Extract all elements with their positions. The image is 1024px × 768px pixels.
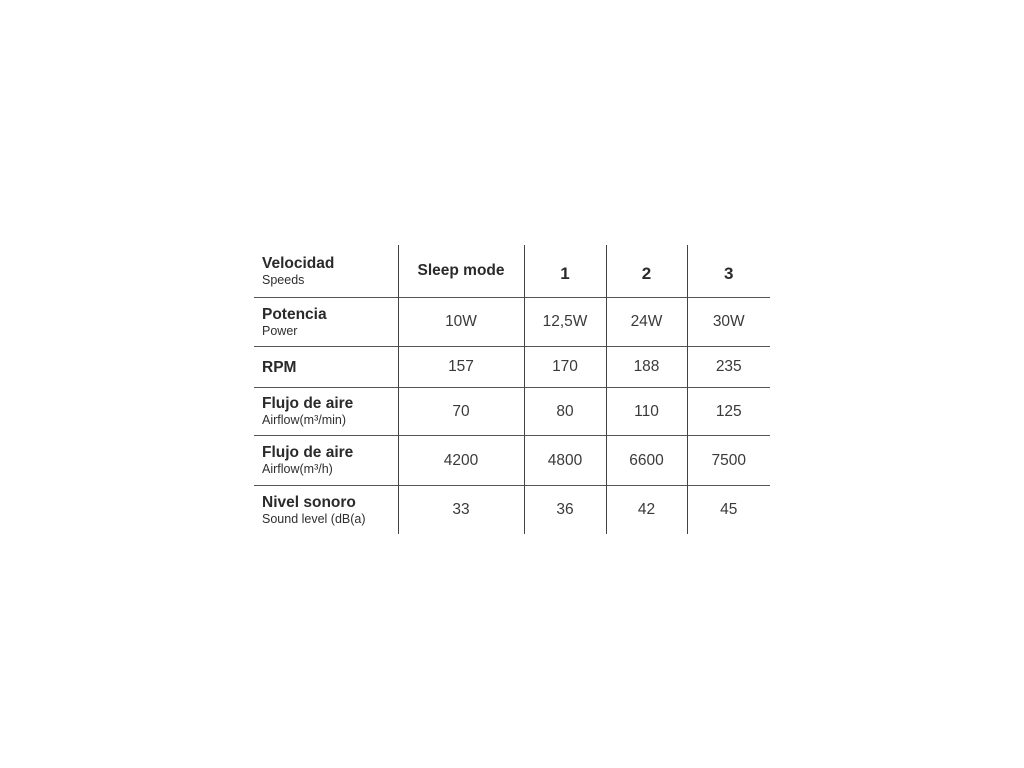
specifications-table xyxy=(254,245,770,534)
table-row-rpm xyxy=(254,347,770,388)
header-label-cell xyxy=(254,245,398,298)
table-cell: 70 xyxy=(398,388,524,436)
column-header-sleep-mode: Sleep mode xyxy=(398,245,524,298)
table-cell: 24W xyxy=(606,298,687,347)
table-row-sound-level xyxy=(254,486,770,535)
table-cell: 30W xyxy=(687,298,770,347)
table-row-airflow-hour xyxy=(254,436,770,486)
row-label-en: Power xyxy=(262,323,298,338)
table-cell: 80 xyxy=(524,388,606,436)
column-header-speed-1: 1 xyxy=(524,245,606,298)
table-cell: 10W xyxy=(398,298,524,347)
table-cell: 6600 xyxy=(606,436,687,486)
table-cell: 45 xyxy=(687,486,770,535)
header-label-es: Velocidad xyxy=(262,254,335,272)
table-cell: 12,5W xyxy=(524,298,606,347)
column-header-speed-2: 2 xyxy=(606,245,687,298)
table-cell: 4800 xyxy=(524,436,606,486)
header-label-en: Speeds xyxy=(262,272,305,287)
table-cell: 157 xyxy=(398,347,524,388)
table-row-airflow-min xyxy=(254,388,770,436)
table-cell: 42 xyxy=(606,486,687,535)
table-cell: 110 xyxy=(606,388,687,436)
table-cell: 170 xyxy=(524,347,606,388)
row-label-cell xyxy=(254,486,398,535)
row-label-es: Nivel sonoro xyxy=(262,493,356,511)
row-label-cell xyxy=(254,436,398,486)
table-cell: 7500 xyxy=(687,436,770,486)
row-label-cell xyxy=(254,298,398,347)
table-row-power xyxy=(254,298,770,347)
table-cell: 188 xyxy=(606,347,687,388)
table-cell: 4200 xyxy=(398,436,524,486)
table-cell: 36 xyxy=(524,486,606,535)
table-cell: 33 xyxy=(398,486,524,535)
row-label-en: Sound level (dB(a) xyxy=(262,511,366,526)
row-label-cell xyxy=(254,347,398,388)
row-label-en: Airflow(m³/h) xyxy=(262,462,333,476)
table-cell: 125 xyxy=(687,388,770,436)
row-label-es: Flujo de aire xyxy=(262,444,354,461)
row-label-es: RPM xyxy=(262,358,297,376)
row-label-en: Airflow(m³/min) xyxy=(262,413,347,427)
row-label-cell xyxy=(254,388,398,436)
table-header-row xyxy=(254,245,770,298)
table-cell: 235 xyxy=(687,347,770,388)
row-label-es: Flujo de aire xyxy=(262,395,354,412)
column-header-speed-3: 3 xyxy=(687,245,770,298)
row-label-es: Potencia xyxy=(262,305,327,323)
